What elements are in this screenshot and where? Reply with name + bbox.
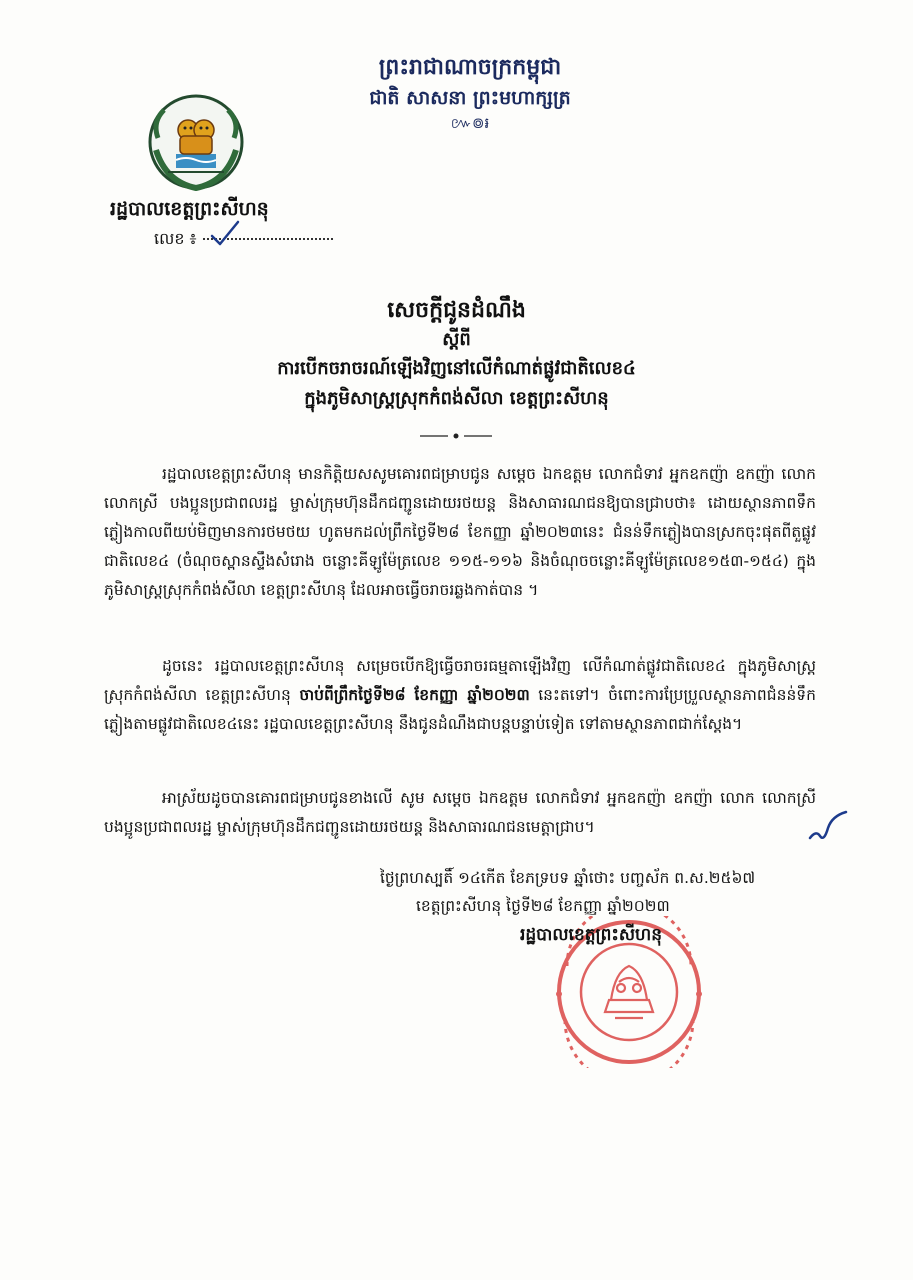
lunar-date: ថ្ងៃព្រហស្បតិ៍ ១៤កើត ខែភទ្របទ ឆ្នាំថោះ បញ្ចស័ក ព.ស.២៥៦៧ [380,869,756,887]
signatory-name: រដ្ឋបាលខេត្តព្រះសីហនុ [520,925,663,945]
handwritten-initial-icon [806,808,850,844]
notice-title: សេចក្តីជូនដំណឹង [387,298,526,323]
reference-number-row [154,228,333,250]
notice-title-block [100,296,813,414]
solar-date: ខេត្តព្រះសីហនុ ថ្ងៃទី២៨ ខែកញ្ញា ឆ្នាំ២០២៣ [416,897,670,915]
notice-subject-line-1: ការបើកចរាចរណ៍ឡើងវិញនៅលើកំណាត់ផ្លូវជាតិលេខ៤ [277,358,636,379]
letterhead [340,52,600,134]
notice-subject-label: ស្តីពី [442,329,471,350]
body-paragraph-2-effective-date: ចាប់ពីព្រឹកថ្ងៃទី២៨ ខែកញ្ញា ឆ្នាំ២០២៣ [299,686,530,704]
sender-administration: រដ្ឋបាលខេត្តព្រះសីហនុ [110,198,269,220]
body-paragraph-3-text: អាស្រ័យដូចបានគោរពជម្រាបជូនខាងលើ សូម សម្តេច ឯកឧត្តម លោកជំទាវ អ្នកឧកញ៉ា ឧកញ៉ា លោក លោកស្រី បងប្អូនប្រជាពលរដ្ឋ ម្ចាស់ក្រុមហ៊ុនដឹកជញ្ជូនដោយរថយន្ត និងសាធារណជនមេត្តាជ្រាប។ [104,789,816,836]
body-paragraph-2 [104,652,816,739]
handwritten-check-icon [208,218,242,248]
kingdom-title: ព្រះរាជាណាចក្រកម្ពុជា [378,55,562,80]
notice-subject-line-2: ក្នុងភូមិសាស្ត្រស្រុកកំពង់សីលា ខេត្តព្រះសីហនុ [304,388,609,409]
body-paragraph-1-text: រដ្ឋបាលខេត្តព្រះសីហនុ មានកិត្តិយសសូមគោរពជម្រាបជូន សម្តេច ឯកឧត្តម លោកជំទាវ អ្នកឧកញ៉ា ឧកញ៉ា លោក លោកស្រី បងប្អូនប្រជាពលរដ្ឋ ម្ចាស់ក្រុមហ៊ុនដឹកជញ្ជូនដោយរថយន្ត និងសាធារណជនឱ្យបានជ្រាបថា៖ ដោយស្ថានភាពទឹកភ្លៀងកាលពីយប់មិញមានការថមថយ ហូតមកដល់ព្រឹកថ្ងៃទី២៨ ខែកញ្ញា ឆ្នាំ២០២៣នេះ ជំនន់ទឹកភ្លៀងបានស្រកចុះផុតពីតួផ្លូវជាតិលេខ៤ (ចំណុចស្ពានស្ទឹងសំរោង ចន្លោះគីឡូម៉ែត្រលេខ ១១៥-១១៦ និងចំណុចចន្លោះគីឡូម៉ែត្រលេខ១៥៣-១៥៤) ក្នុងភូមិសាស្ត្រស្រុកកំពង់សីលា ខេត្តព្រះសីហនុ ដែលអាចធ្វើចរាចរឆ្លងកាត់បាន ។ [104,465,816,599]
national-motto: ជាតិ សាសនា ព្រះមហាក្សត្រ [369,87,571,109]
body-paragraph-2-text-a: ដូចនេះ រដ្ឋបាលខេត្តព្រះសីហនុ សម្រេចបើកឱ្យធ្វើចរាចរធម្មតាឡើងវិញ លើកំណាត់ផ្លូវជាតិលេខ៤ ក្នុងភូមិសាស្ត្រស្រុកកំពង់សីលា ខេត្តព្រះសីហនុ [104,657,816,704]
body-paragraph-1 [104,460,816,605]
body-paragraph-3 [104,784,816,842]
reference-number-label: លេខ ៖ [154,229,197,248]
ornamental-divider [420,432,492,440]
ornament-line: ៚៙៛ [450,114,490,132]
body-paragraph-2-text-b: នេះតទៅ។ ចំពោះការប្រែប្រួលស្ថានភាពជំនន់ទឹកភ្លៀងតាមផ្លូវជាតិលេខ៤នេះ រដ្ឋបាលខេត្តព្រះសីហនុ នឹងជូនដំណឹងជាបន្តបន្ទាប់ទៀត ទៅតាមស្ថានភាពជាក់ស្តែង។ [104,686,816,733]
provincial-emblem-logo [146,92,246,192]
